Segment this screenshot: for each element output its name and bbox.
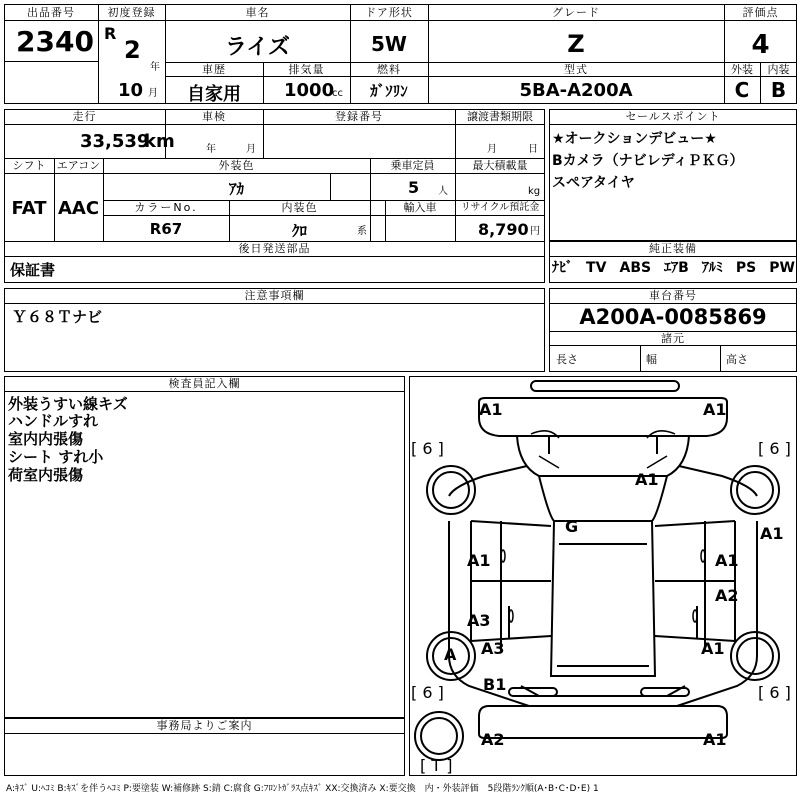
import-label: 輸入車 <box>403 201 437 214</box>
color-no-label: カラーNo. <box>134 201 198 214</box>
equipment-list <box>552 259 795 281</box>
history: 自家用 <box>187 84 241 105</box>
fuel: ｶﾞｿﾘﾝ <box>370 82 408 100</box>
equipment-item: ｴｱB <box>664 260 689 276</box>
mark-windshield: G <box>565 517 579 536</box>
equipment-item: ｱﾙﾐ <box>701 260 723 276</box>
ac-label: エアコン <box>56 159 101 172</box>
displacement-unit: cc <box>332 88 343 99</box>
mark-bonnet: A1 <box>635 470 659 489</box>
interior-rating: B <box>770 78 787 102</box>
displacement-label: 排気量 <box>288 63 325 76</box>
interior-label: 内装 <box>767 63 790 76</box>
office-label: 事務局よりご案内 <box>156 719 253 732</box>
mark-left-wheel: A <box>444 645 457 664</box>
inspector-note: シート すれ小 <box>8 448 104 466</box>
model-label: 型式 <box>564 63 588 76</box>
shift-label: シフト <box>12 159 46 172</box>
month-unit: 月 <box>148 88 158 99</box>
capacity: 5 <box>408 178 420 197</box>
recycle-fee: 8,790 <box>478 220 529 239</box>
score: 4 <box>751 30 770 60</box>
fuel-label: 燃料 <box>377 63 401 76</box>
inspector-note: ハンドルすれ <box>8 412 99 430</box>
car-diagram <box>409 376 797 776</box>
exterior-label: 外装 <box>731 63 753 76</box>
capacity-unit: 人 <box>438 186 448 197</box>
equipment-item: TV <box>586 260 607 276</box>
color-no: R67 <box>149 220 183 238</box>
chassis-label: 車台番号 <box>649 289 697 302</box>
tire-tread-front-left: [ 6 ] <box>411 439 444 458</box>
mark-left-rear-quarter: A3 <box>481 639 505 658</box>
grade-label: グレード <box>552 6 600 19</box>
reg-no-label: 登録番号 <box>335 110 383 123</box>
max-load-label: 最大積載量 <box>472 159 528 172</box>
car-name: ライズ <box>224 35 291 60</box>
mark-rear-right: A1 <box>703 730 727 749</box>
door-label: ドア形状 <box>365 6 413 19</box>
lot-label: 出品番号 <box>27 6 75 19</box>
caution-label: 注意事項欄 <box>244 289 305 302</box>
inspector-note: 室内内張傷 <box>8 430 84 448</box>
mark-left-sill: B1 <box>483 675 507 694</box>
inspector-note: 荷室内張傷 <box>8 466 84 484</box>
specs-label: 諸元 <box>661 332 685 345</box>
later-parts-label: 後日発送部品 <box>238 242 311 255</box>
damage-legend: A:ｷｽﾞ U:ﾍｺﾐ B:ｷｽﾞを伴うﾍｺﾐ P:要塗装 W:補修跡 S:錆 C:腐食 G:ﾌﾛﾝﾄｶﾞﾗｽ点ｷｽﾞ XX:交換済み X:要交換 内・外装評価 5段階ﾗﾝｸ順(A･B･C･D･E) 1 <box>6 784 599 794</box>
ext-color-label: 外装色 <box>218 159 255 172</box>
inspection-year-unit: 年 <box>206 144 216 155</box>
int-color-unit: 系 <box>357 226 367 237</box>
spare-tire-label: [ T ] <box>420 756 453 775</box>
inspector-label: 検査員記入欄 <box>168 377 241 390</box>
length-label: 長さ <box>556 353 578 366</box>
width-label: 幅 <box>646 353 657 366</box>
recycle-label: リサイクル預託金 <box>460 202 540 213</box>
sales-point-line: ★オークションデビュー★ <box>552 131 717 147</box>
inspection-label: 車検 <box>202 110 226 123</box>
shift: FAT <box>11 198 47 219</box>
mark-rear-left: A2 <box>481 730 505 749</box>
era-mark: R <box>104 24 117 43</box>
mileage-unit: km <box>144 131 175 152</box>
int-color-label: 内装色 <box>281 201 318 214</box>
exterior-rating: C <box>734 78 750 102</box>
inspection-month-unit: 月 <box>246 144 256 155</box>
mark-right-front-door: A1 <box>715 551 739 570</box>
later-parts: 保証書 <box>10 261 56 279</box>
mark-right-rear-quarter: A1 <box>701 639 725 658</box>
sales-points-label: セールスポイント <box>625 110 721 123</box>
mark-right-front-quarter: A1 <box>760 524 784 543</box>
sales-point-line: Bカメラ（ナビレディＰＫＧ） <box>552 153 744 169</box>
transfer-day-unit: 日 <box>528 144 538 155</box>
first-reg-label: 初度登録 <box>107 6 156 19</box>
mark-left-front-door: A1 <box>467 551 491 570</box>
model: 5BA-A200A <box>519 80 633 101</box>
int-color: ｸﾛ <box>291 222 307 240</box>
chassis-number: A200A-0085869 <box>579 305 767 329</box>
mileage-label: 走行 <box>72 110 97 123</box>
tire-tread-front-right: [ 6 ] <box>758 439 791 458</box>
recycle-unit: 円 <box>530 226 540 237</box>
capacity-label: 乗車定員 <box>390 159 435 172</box>
caution-text: Ｙ６８Ｔナビ <box>12 308 103 326</box>
equipment-item: ABS <box>619 260 652 276</box>
reg-month: 10 <box>118 80 144 101</box>
sales-point-line: スペアタイヤ <box>552 175 635 191</box>
displacement: 1000 <box>284 80 335 101</box>
door-type: 5W <box>371 32 407 56</box>
lot-number: 2340 <box>16 25 94 58</box>
reg-year: 2 <box>124 36 141 64</box>
mark-right-rear-door: A2 <box>715 586 739 605</box>
mark-front-right: A1 <box>703 400 727 419</box>
equipment-item: ﾅﾋﾞ <box>552 260 573 276</box>
equipment-item: PS <box>735 260 757 276</box>
history-label: 車歴 <box>202 63 226 76</box>
year-unit: 年 <box>150 62 160 73</box>
transfer-month-unit: 月 <box>487 144 497 155</box>
max-load-unit: kg <box>528 186 541 197</box>
mark-front-left: A1 <box>479 400 503 419</box>
height-label: 高さ <box>726 353 748 366</box>
equipment-item: PW <box>769 260 795 276</box>
car-name-label: 車名 <box>245 6 270 19</box>
tire-tread-rear-left: [ 6 ] <box>411 683 444 702</box>
transfer-deadline-label: 譲渡書類期限 <box>467 110 533 123</box>
grade: Z <box>567 30 585 58</box>
inspector-note: 外装うすい線キズ <box>8 395 128 413</box>
ac: AAC <box>57 198 100 219</box>
ext-color: ｱｶ <box>228 180 244 198</box>
tire-tread-rear-right: [ 6 ] <box>758 683 791 702</box>
mark-left-rear-door: A3 <box>467 611 491 630</box>
score-label: 評価点 <box>742 6 779 19</box>
mileage: 33,539 <box>80 131 150 152</box>
equipment-label: 純正装備 <box>649 242 697 255</box>
